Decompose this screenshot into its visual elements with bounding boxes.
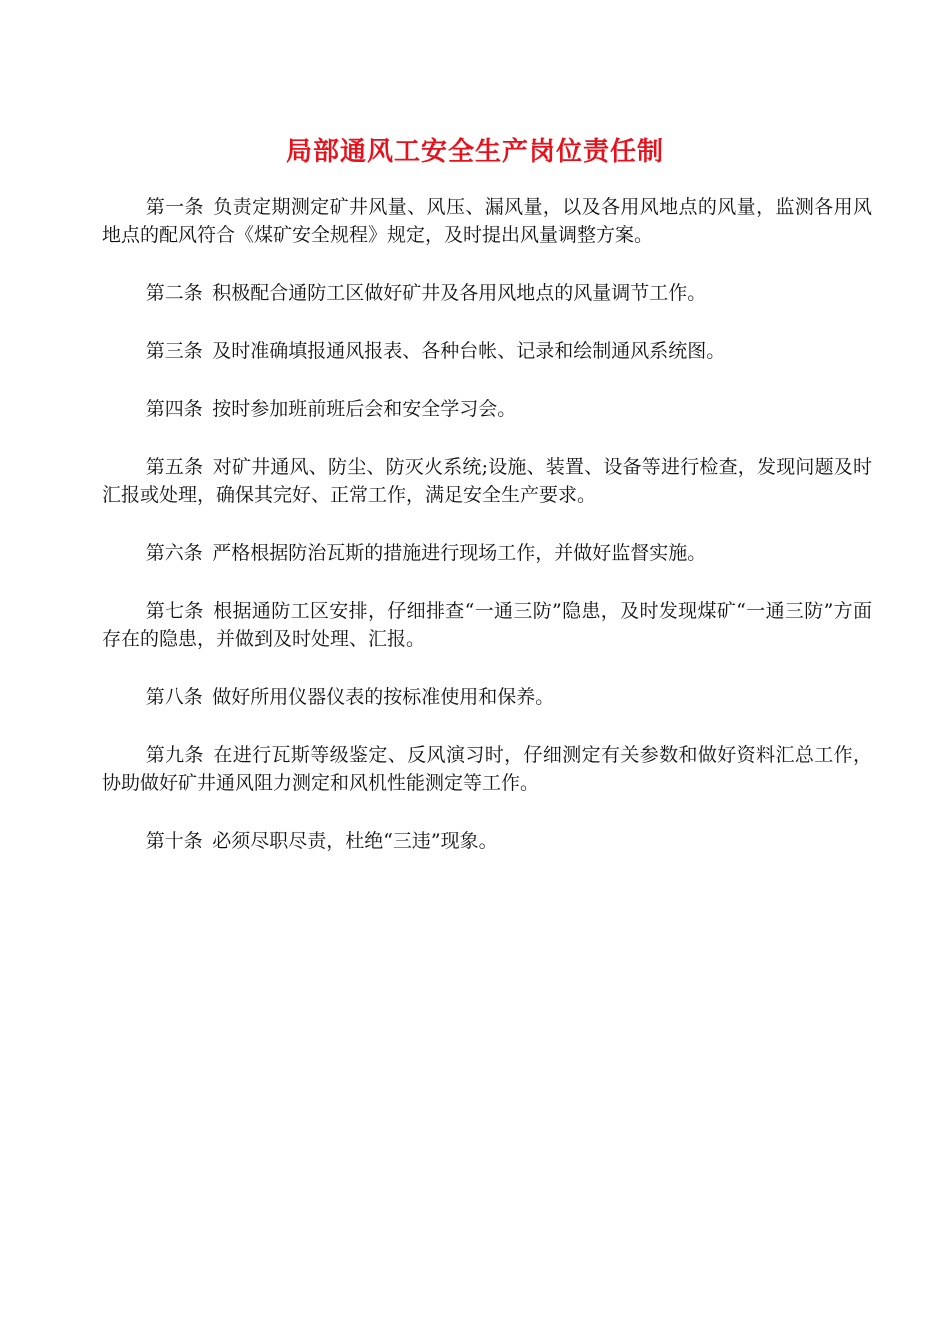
article-text: 对矿井通风、防尘、防灭火系统;设施、装置、设备等进行检查，发现问题及时汇报或处理，确保其完好、正常工作，满足安全生产要求。 bbox=[102, 456, 872, 506]
article-paragraph bbox=[102, 453, 872, 509]
article-paragraph bbox=[102, 539, 872, 567]
article-text: 在进行瓦斯等级鉴定、反风演习时，仔细测定有关参数和做好资料汇总工作，协助做好矿井通风阻力测定和风机性能测定等工作。 bbox=[102, 744, 872, 794]
article-paragraph bbox=[102, 193, 872, 249]
article-paragraph bbox=[102, 279, 872, 307]
article-text: 及时准确填报通风报表、各种台帐、记录和绘制通风系统图。 bbox=[212, 340, 726, 362]
article-label: 第三条 bbox=[145, 340, 203, 362]
article-paragraph bbox=[102, 827, 872, 855]
article-text: 严格根据防治瓦斯的措施进行现场工作，并做好监督实施。 bbox=[212, 542, 707, 564]
article-paragraph bbox=[102, 395, 872, 423]
article-label: 第十条 bbox=[145, 830, 203, 852]
article-label: 第七条 bbox=[145, 600, 204, 622]
article-text: 积极配合通防工区做好矿井及各用风地点的风量调节工作。 bbox=[212, 282, 707, 304]
article-paragraph bbox=[102, 337, 872, 365]
article-label: 第八条 bbox=[145, 686, 203, 708]
article-label: 第九条 bbox=[145, 744, 204, 766]
article-text: 根据通防工区安排，仔细排查“一通三防”隐患，及时发现煤矿“一通三防”方面存在的隐患，并做到及时处理、汇报。 bbox=[102, 600, 872, 650]
document-body bbox=[102, 193, 872, 885]
article-text: 按时参加班前班后会和安全学习会。 bbox=[212, 398, 517, 420]
article-text: 必须尽职尽责，杜绝“三违”现象。 bbox=[212, 830, 498, 852]
article-paragraph bbox=[102, 597, 872, 653]
article-text: 负责定期测定矿井风量、风压、漏风量，以及各用风地点的风量，监测各用风地点的配风符合《煤矿安全规程》规定，及时提出风量调整方案。 bbox=[102, 196, 872, 246]
document-title: 局部通风工安全生产岗位责任制 bbox=[285, 137, 664, 167]
article-label: 第二条 bbox=[145, 282, 203, 304]
article-label: 第一条 bbox=[145, 196, 204, 218]
article-label: 第四条 bbox=[145, 398, 203, 420]
article-label: 第五条 bbox=[145, 456, 204, 478]
article-text: 做好所用仪器仪表的按标准使用和保养。 bbox=[212, 686, 555, 708]
article-paragraph bbox=[102, 741, 872, 797]
article-label: 第六条 bbox=[145, 542, 203, 564]
article-paragraph bbox=[102, 683, 872, 711]
